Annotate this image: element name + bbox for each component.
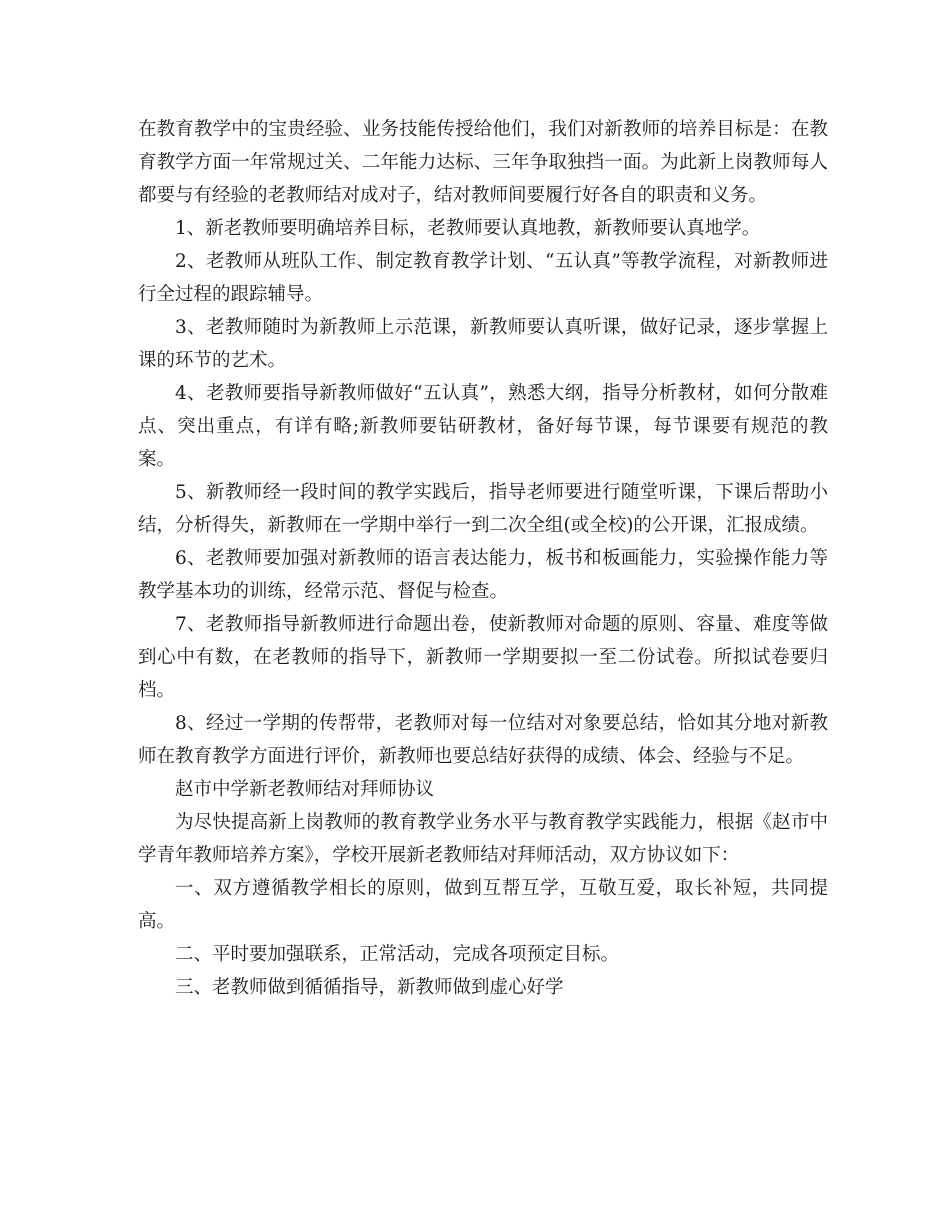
agreement-clause-2: 二、平时要加强联系，正常活动，完成各项预定目标。: [175, 944, 620, 965]
agreement-title: 赵市中学新老教师结对拜师协议: [175, 779, 435, 800]
document-body: [138, 113, 828, 1004]
paragraph-item-7: 7、老教师指导新教师进行命题出卷，使新教师对命题的原则、容量、难度等做到心中有数，在老教师的指导下，新教师一学期要拟一至二份试卷。所拟试卷要归档。: [138, 614, 828, 701]
paragraph-item-5: 5、新教师经一段时间的教学实践后，指导老师要进行随堂听课，下课后帮助小结，分析得失，新教师在一学期中举行一到二次全组(或全校)的公开课，汇报成绩。: [138, 482, 828, 536]
paragraph-intro: 在教育教学中的宝贵经验、业务技能传授给他们，我们对新教师的培养目标是：在教育教学方面一年常规过关、二年能力达标、三年争取独挡一面。为此新上岗教师每人都要与有经验的老教师结对成对子，结对教师间要履行好各自的职责和义务。: [138, 119, 828, 206]
agreement-clause-3: 三、老教师做到循循指导，新教师做到虚心好学: [175, 977, 564, 998]
paragraph-item-6: 6、老教师要加强对新教师的语言表达能力，板书和板画能力，实验操作能力等教学基本功的训练，经常示范、督促与检查。: [138, 548, 828, 602]
paragraph-item-2: 2、老教师从班队工作、制定教育教学计划、“五认真”等教学流程，对新教师进行全过程的跟踪辅导。: [138, 251, 828, 305]
paragraph-item-8: 8、经过一学期的传帮带，老教师对每一位结对对象要总结，恰如其分地对新教师在教育教学方面进行评价，新教师也要总结好获得的成绩、体会、经验与不足。: [138, 713, 828, 767]
paragraph-item-3: 3、老教师随时为新教师上示范课，新教师要认真听课，做好记录，逐步掌握上课的环节的艺术。: [138, 317, 828, 371]
agreement-preamble: 为尽快提高新上岗教师的教育教学业务水平与教育教学实践能力，根据《赵市中学青年教师培养方案》，学校开展新老教师结对拜师活动，双方协议如下：: [138, 812, 828, 866]
paragraph-item-1: 1、新老教师要明确培养目标，老教师要认真地教，新教师要认真地学。: [175, 218, 761, 239]
agreement-clause-1: 一、双方遵循教学相长的原则，做到互帮互学，互敬互爱，取长补短，共同提高。: [138, 878, 828, 932]
paragraph-item-4: 4、老教师要指导新教师做好“五认真”，熟悉大纲，指导分析教材，如何分散难点、突出重点，有详有略;新教师要钻研教材，备好每节课，每节课要有规范的教案。: [138, 383, 828, 470]
